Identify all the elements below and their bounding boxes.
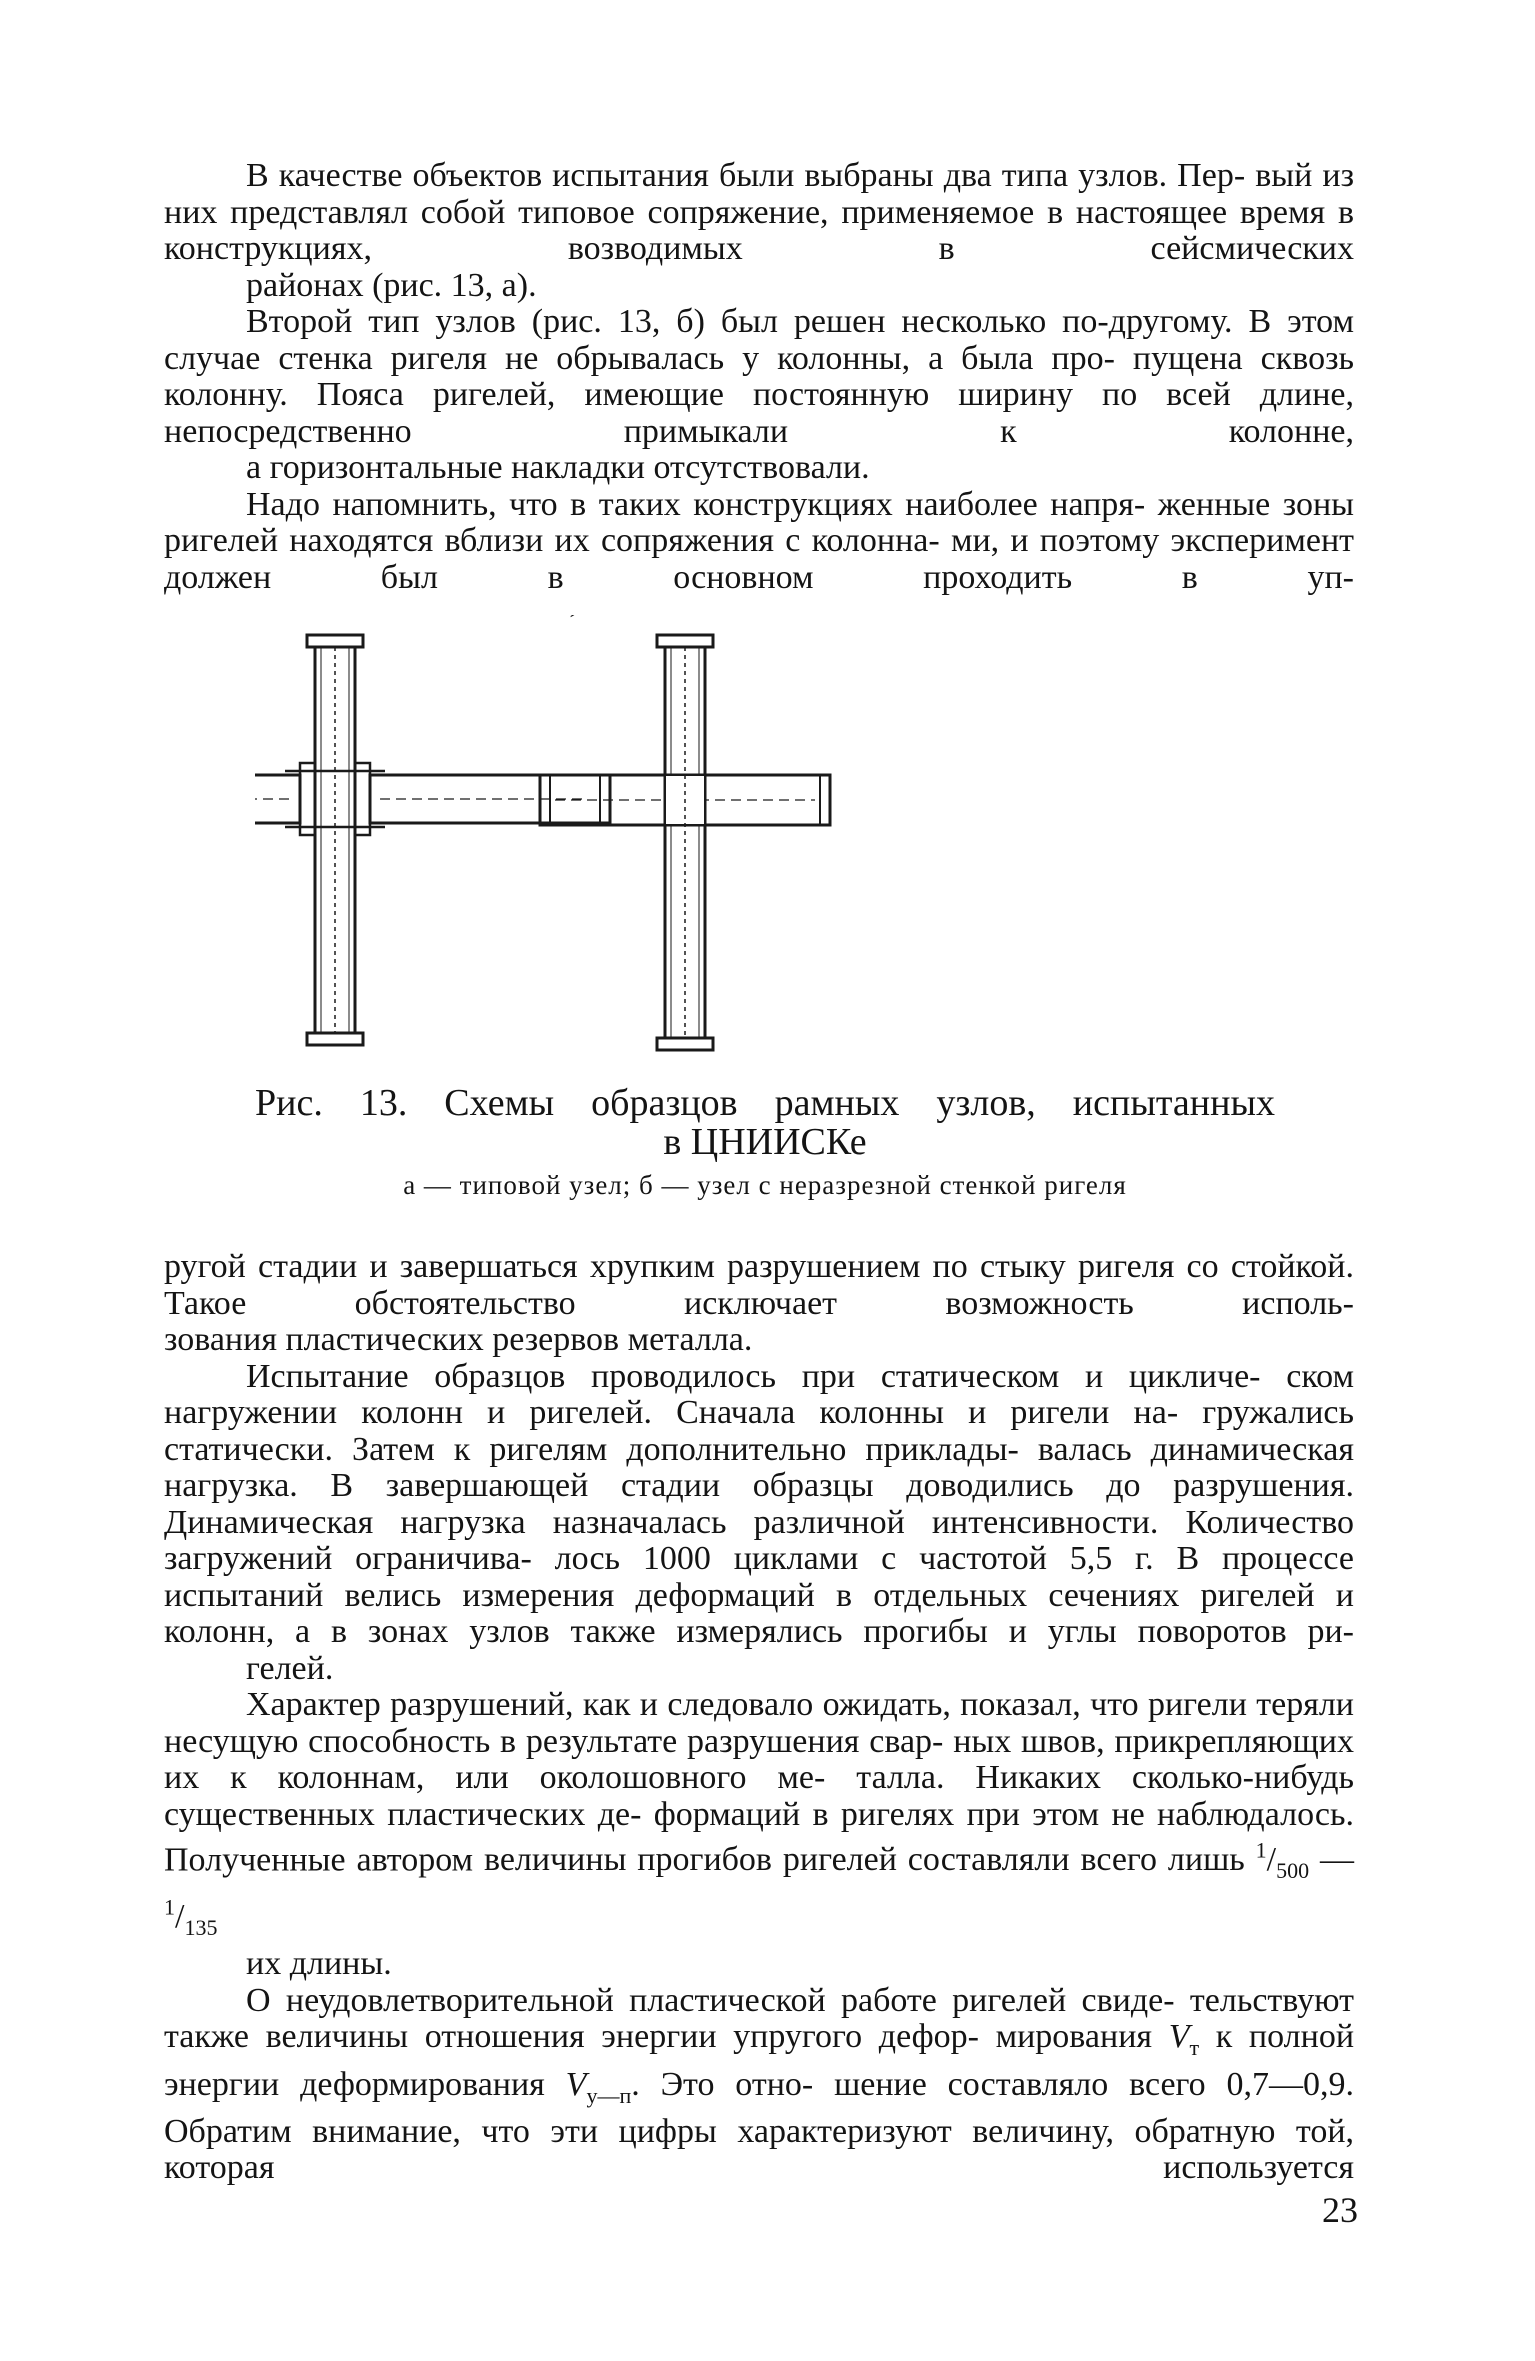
text-line: тельствуют также величины отношения энергии упругого дефор-: [164, 1981, 1354, 2056]
frame-joint-diagrams: [255, 615, 1285, 1065]
paragraph-7: [164, 1983, 1354, 2187]
diagram-a: [255, 635, 610, 1045]
paragraph-2: [164, 304, 1354, 487]
text-line: В качестве объектов испытания были выбраны два типа узлов. Пер-: [246, 157, 1246, 194]
text-line: в настоящее время в конструкциях, возводимых в сейсмических: [164, 193, 1355, 267]
figure-caption-line1: Рис. 13. Схемы образцов рамных узлов, испытанных: [255, 1082, 1275, 1124]
text-line: вый из них представлял собой типовое сопряжение, применяемое: [164, 157, 1354, 231]
text-line: валась динамическая нагрузка. В завершающей стадии образцы: [164, 1430, 1354, 1504]
figure-13: [255, 615, 1285, 1065]
paragraph-5: [164, 1359, 1354, 1688]
column-a-bottom-plate: [307, 1033, 363, 1045]
column-b-bottom-plate: [657, 1038, 713, 1050]
column-b-top-plate: [657, 635, 713, 647]
text-line: формаций в ригелях при этом не наблюдалось. Полученные автором: [164, 1795, 1355, 1879]
text-line: ширину по всей длине, непосредственно примыкали к колонне,: [164, 376, 1355, 450]
text-line: женные зоны ригелей находятся вблизи их сопряжения с колонна-: [164, 485, 1355, 559]
text-line: гружались статически. Затем к ригелям дополнительно приклады-: [164, 1394, 1354, 1468]
fraction-line: величины прогибов ригелей составляли всего лишь $^1/_{500}$ — $^1/_{135}$: [164, 1838, 1355, 1940]
text-line: различной интенсивности. Количество загружений ограничива-: [164, 1503, 1355, 1577]
text-line: ных швов, прикрепляющих их к колоннам, или околошовного ме-: [164, 1722, 1354, 1796]
text-fragment: мирования: [995, 2018, 1169, 2056]
text-line: В этом случае стенка ригеля не обрывалась у колонны, а была про-: [164, 303, 1354, 377]
text-line: пущена сквозь колонну. Пояса ригелей, имеющие постоянную: [164, 339, 1354, 413]
body-text-top: [164, 158, 1354, 596]
fraction-numerator: 1: [164, 1894, 175, 1920]
paragraph-6: [164, 1687, 1354, 1983]
text-line: зования пластических резервов металла.: [164, 1321, 753, 1358]
text-line: их длины.: [246, 1945, 392, 1983]
text-line: доводились до разрушения. Динамическая нагрузка назначалась: [164, 1467, 1354, 1541]
text-line: Испытание образцов проводилось при статическом и цикличе-: [246, 1357, 1261, 1395]
text-fragment: к полной энергии деформирования: [164, 2018, 1355, 2103]
paragraph-4: [164, 1249, 1354, 1359]
diagram-b: [540, 635, 830, 1050]
text-line: ском нагружении колонн и ригелей. Сначала колонны и ригели на-: [164, 1357, 1354, 1431]
page-number: 23: [1322, 2190, 1358, 2230]
variable-subscript: т: [1189, 2035, 1200, 2061]
text-line: гелей.: [246, 1649, 334, 1687]
text-line: ми, и поэтому эксперимент должен был в основном проходить в уп-: [164, 522, 1355, 596]
text-line: а горизонтальные накладки отсутствовали.: [246, 449, 870, 486]
text-fragment: . Это отно-: [631, 2065, 814, 2103]
connection-plate-right: [355, 763, 370, 835]
text-fragment: величины прогибов ригелей составляли всего лишь: [483, 1841, 1256, 1879]
body-text-bottom: [164, 1249, 1354, 2187]
text-line: а в зонах узлов также измерялись прогибы и углы поворотов ри-: [295, 1613, 1355, 1650]
text-line: Второй тип узлов (рис. 13, б) был решен несколько по-другому.: [246, 303, 1233, 340]
paragraph-1: [164, 158, 1354, 304]
fraction-denominator: 135: [184, 1914, 218, 1940]
figure-caption-line2: в ЦНИИСКе: [663, 1121, 867, 1163]
figure-label-b: [555, 615, 583, 618]
text-line: районах (рис. 13, а).: [246, 266, 537, 304]
text-line: лось 1000 циклами с частотой 5,5 г. В процессе испытаний велись: [164, 1540, 1354, 1614]
paragraph-3: [164, 487, 1354, 597]
text-line: характеризуют величину, обратную той, которая используется: [164, 2112, 1355, 2187]
column-a-top-plate: [307, 635, 363, 647]
fraction-denominator: 500: [1276, 1858, 1310, 1884]
variable-v: V: [1168, 2018, 1190, 2056]
beam-a-left: [255, 775, 300, 823]
variable-subscript: у—п: [586, 2082, 632, 2108]
text-line: ругой стадии и завершаться хрупким разрушением по стыку ригеля: [164, 1248, 1175, 1285]
text-line: О неудовлетворительной пластической работе ригелей свиде-: [246, 1981, 1175, 2019]
fraction-numerator: 1: [1255, 1838, 1267, 1863]
text-line: со стойкой. Такое обстоятельство исключает возможность исполь-: [164, 1248, 1355, 1322]
text-line: Надо напомнить, что в таких конструкциях наиболее напря-: [246, 485, 1146, 523]
text-line: Характер разрушений, как и следовало ожидать, показал, что: [246, 1686, 1139, 1723]
variable-v: V: [565, 2065, 587, 2103]
text-line: талла. Никаких сколько-нибудь существенных пластических де-: [164, 1759, 1354, 1833]
text-line: шение составляло всего 0,7—0,9. Обратим внимание, что эти цифры: [164, 2065, 1354, 2150]
text-fragment: —: [1309, 1841, 1355, 1879]
text-line: измерения деформаций в отдельных сечениях ригелей и колонн,: [164, 1576, 1354, 1650]
figure-legend: а — типовой узел; б — узел с неразрезной стенкой ригеля: [403, 1170, 1127, 1200]
connection-plate-left: [300, 763, 315, 835]
text-line: ригели теряли несущую способность в результате разрушения свар-: [164, 1686, 1355, 1760]
